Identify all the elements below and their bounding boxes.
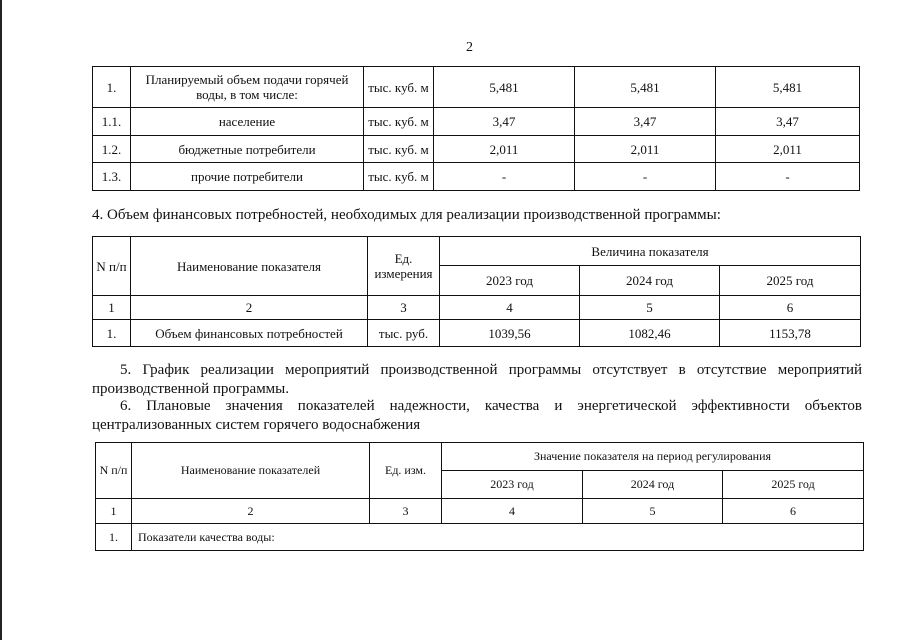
index-cell: 2 (131, 296, 368, 320)
index-cell: 3 (368, 296, 440, 320)
unit-cell: тыс. куб. м (364, 108, 434, 136)
index-row (93, 296, 861, 320)
index-cell: 1 (96, 499, 132, 524)
value-2024: 3,47 (575, 108, 716, 136)
index-cell: 5 (580, 296, 720, 320)
row-number: 1. (93, 320, 131, 347)
unit-cell: тыс. куб. м (364, 136, 434, 163)
table-row (93, 108, 860, 136)
indicator-name: Планируемый объем подачи горячей воды, в том числе: (131, 67, 364, 108)
row-number: 1.3. (93, 163, 131, 191)
value-2024: 2,011 (575, 136, 716, 163)
table-row (93, 136, 860, 163)
header-year-2025: 2025 год (720, 266, 861, 296)
value-2023: 2,011 (434, 136, 575, 163)
header-name: Наименование показателя (131, 237, 368, 296)
indicator-name: Объем финансовых потребностей (131, 320, 368, 347)
section-5-line-2: производственной программы. (92, 381, 290, 397)
value-2024: 1082,46 (580, 320, 720, 347)
financial-needs-table (92, 236, 861, 347)
value-2024: 5,481 (575, 67, 716, 108)
page-edge-line (0, 0, 2, 640)
table-row (93, 163, 860, 191)
index-cell: 4 (442, 499, 583, 524)
header-year-2023: 2023 год (442, 471, 583, 499)
header-unit: Ед. измерения (368, 237, 440, 296)
indicator-name: бюджетные потребители (131, 136, 364, 163)
row-number: 1.2. (93, 136, 131, 163)
index-cell: 5 (583, 499, 723, 524)
index-cell: 1 (93, 296, 131, 320)
row-number: 1.1. (93, 108, 131, 136)
unit-cell: тыс. куб. м (364, 163, 434, 191)
value-2025: 5,481 (716, 67, 860, 108)
header-unit: Ед. изм. (370, 443, 442, 499)
index-cell: 2 (132, 499, 370, 524)
index-cell: 6 (720, 296, 861, 320)
index-row (96, 499, 864, 524)
table-row (96, 524, 864, 551)
unit-cell: тыс. куб. м (364, 67, 434, 108)
value-2025: - (716, 163, 860, 191)
header-number: N п/п (96, 443, 132, 499)
value-2024: - (575, 163, 716, 191)
header-year-2024: 2024 год (583, 471, 723, 499)
header-name: Наименование показателей (132, 443, 370, 499)
value-2025: 2,011 (716, 136, 860, 163)
value-2025: 3,47 (716, 108, 860, 136)
indicator-name: прочие потребители (131, 163, 364, 191)
index-cell: 6 (723, 499, 864, 524)
table-header-row (93, 237, 861, 266)
header-year-2024: 2024 год (580, 266, 720, 296)
header-group: Величина показателя (440, 237, 861, 266)
reliability-indicators-table (95, 442, 864, 551)
unit-cell: тыс. руб. (368, 320, 440, 347)
section-6-line-2: централизованных систем горячего водоснабжения (92, 417, 421, 433)
value-2025: 1153,78 (720, 320, 861, 347)
section-5-line-1: 5. График реализации мероприятий производственной программы отсутствует в отсутствие мероприятий (120, 362, 862, 378)
indicator-name: население (131, 108, 364, 136)
header-group: Значение показателя на период регулирования (442, 443, 864, 471)
table-row (93, 320, 861, 347)
section-4-heading: 4. Объем финансовых потребностей, необходимых для реализации производственной программы: (92, 207, 721, 223)
index-cell: 4 (440, 296, 580, 320)
header-year-2023: 2023 год (440, 266, 580, 296)
index-cell: 3 (370, 499, 442, 524)
table-header-row (96, 443, 864, 471)
value-2023: 3,47 (434, 108, 575, 136)
section-6-line-1: 6. Плановые значения показателей надежности, качества и энергетической эффективности объектов (120, 398, 862, 414)
section-row-title: Показатели качества воды: (132, 524, 864, 551)
row-number: 1. (93, 67, 131, 108)
row-number: 1. (96, 524, 132, 551)
value-2023: 5,481 (434, 67, 575, 108)
page-number: 2 (466, 40, 473, 55)
header-number: N п/п (93, 237, 131, 296)
value-2023: 1039,56 (440, 320, 580, 347)
water-supply-table (92, 66, 860, 191)
table-row (93, 67, 860, 108)
value-2023: - (434, 163, 575, 191)
header-year-2025: 2025 год (723, 471, 864, 499)
